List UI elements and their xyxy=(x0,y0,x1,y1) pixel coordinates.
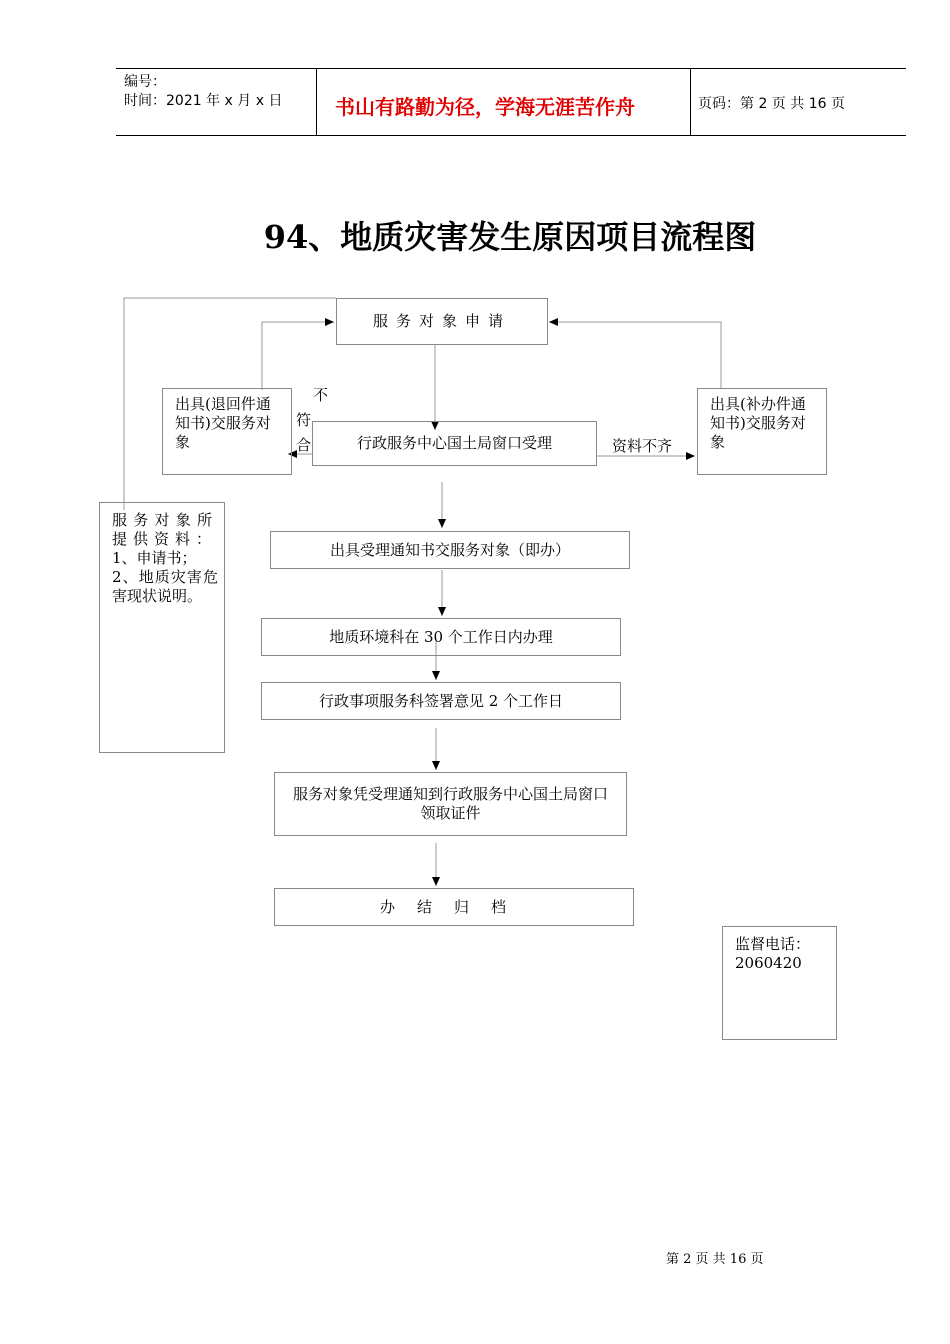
supplement-notice-text: 出具(补办件通知书)交服务对象 xyxy=(710,395,806,451)
window-accept-text: 行政服务中心国土局窗口受理 xyxy=(356,434,552,452)
header-motto: 书山有路勤为径，学海无涯苦作舟 xyxy=(335,95,635,119)
supervision-label: 监督电话： xyxy=(735,935,811,953)
not-comply-char-2: 符 xyxy=(296,411,312,429)
geo-env-text: 地质环境科在 30 个工作日内办理 xyxy=(329,627,553,646)
accept-notice-text: 出具受理通知书交服务对象（即办） xyxy=(329,540,570,559)
materials-title: 服务对象所提供资料： xyxy=(112,511,218,548)
supervision-box xyxy=(722,926,837,1040)
header-page-label: 页码：第 2 页 共 16 页 xyxy=(698,96,845,112)
not-comply-char-3: 合 xyxy=(296,436,312,454)
supplement-to-apply-line xyxy=(549,322,721,388)
not-comply-char-1: 不 xyxy=(313,386,329,404)
footer-page-number: 第 2 页 共 16 页 xyxy=(666,1252,764,1267)
header-number-label: 编号： xyxy=(124,74,166,90)
accept-notice-box xyxy=(270,531,630,569)
materials-incomplete-label: 资料不齐 xyxy=(612,437,673,455)
collect-text: 服务对象凭受理通知到行政服务中心国土局窗口领取证件 xyxy=(292,785,608,822)
collect-box xyxy=(274,772,627,836)
archive-box xyxy=(274,888,634,926)
materials-item-2: 2、地质灾害危害现状说明。 xyxy=(112,568,218,605)
apply-text: 服务对象申请 xyxy=(372,312,511,330)
reject-notice-box xyxy=(162,388,292,475)
archive-text: 办结归档 xyxy=(379,897,528,916)
admin-sign-box xyxy=(261,682,621,720)
header-time-label: 时间：2021 年 x 月 x 日 xyxy=(124,93,283,109)
supplement-notice-box xyxy=(697,388,827,475)
supervision-phone: 2060420 xyxy=(735,954,802,972)
materials-box xyxy=(99,502,225,753)
admin-sign-text: 行政事项服务科签署意见 2 个工作日 xyxy=(318,691,564,710)
apply-box xyxy=(336,298,548,345)
materials-item-1: 1、申请书； xyxy=(112,549,197,567)
geo-env-box xyxy=(261,618,621,656)
page-title: 94、地质灾害发生原因项目流程图 xyxy=(263,218,757,256)
reject-to-apply-line xyxy=(262,322,334,390)
reject-notice-text: 出具(退回件通知书)交服务对象 xyxy=(175,395,271,451)
window-accept-box xyxy=(312,421,597,466)
